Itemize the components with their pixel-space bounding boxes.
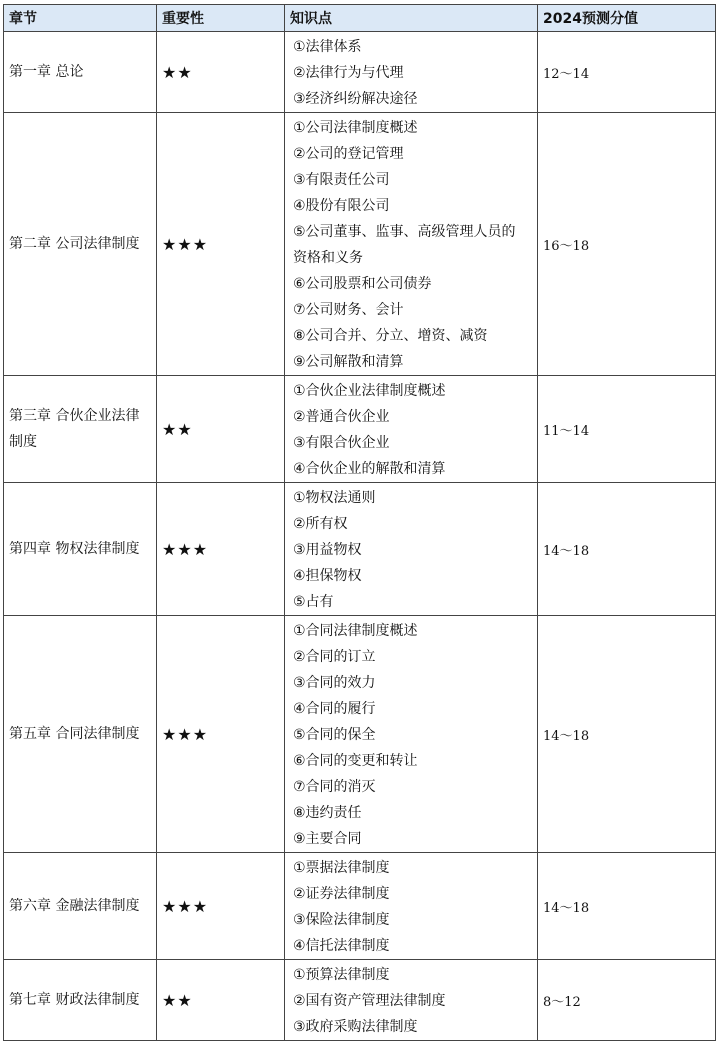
- knowledge-point-item: ③用益物权: [293, 542, 362, 558]
- table-row: [4, 32, 716, 113]
- knowledge-point-item: ③合同的效力: [293, 675, 376, 691]
- knowledge-point-item: ⑧违约责任: [293, 805, 362, 821]
- knowledge-points-cell: [285, 616, 538, 853]
- predicted-score-cell: 14～18: [538, 616, 716, 853]
- knowledge-point-item: ②普通合伙企业: [293, 409, 390, 425]
- knowledge-points-cell: [285, 376, 538, 483]
- knowledge-point-item: ②所有权: [293, 516, 348, 532]
- knowledge-point-item: ③经济纠纷解决途径: [293, 91, 418, 107]
- header-chapter: 章节: [4, 5, 157, 32]
- importance-stars: ★★★: [157, 483, 285, 616]
- knowledge-point-item: ③有限合伙企业: [293, 435, 390, 451]
- knowledge-point-item: ②公司的登记管理: [293, 146, 404, 162]
- knowledge-point-item: ②法律行为与代理: [293, 65, 404, 81]
- knowledge-point-item: ④股份有限公司: [293, 198, 390, 214]
- knowledge-points-cell: [285, 113, 538, 376]
- knowledge-point-item: ②证券法律制度: [293, 886, 390, 902]
- knowledge-point-item: ⑤公司董事、监事、高级管理人员的资格和义务: [293, 224, 516, 266]
- importance-stars: ★★: [157, 376, 285, 483]
- header-importance: 重要性: [157, 5, 285, 32]
- importance-stars: ★★: [157, 32, 285, 113]
- knowledge-point-item: ④合伙企业的解散和清算: [293, 461, 446, 477]
- knowledge-point-item: ⑤合同的保全: [293, 727, 376, 743]
- knowledge-points-cell: [285, 853, 538, 960]
- knowledge-point-item: ②合同的订立: [293, 649, 376, 665]
- predicted-score-cell: 14～18: [538, 853, 716, 960]
- chapter-cell: 第三章 合伙企业法律制度: [4, 376, 157, 483]
- knowledge-point-item: ①票据法律制度: [293, 860, 390, 876]
- knowledge-point-item: ⑤占有: [293, 594, 334, 610]
- knowledge-points-cell: [285, 960, 538, 1041]
- chapter-cell: 第七章 财政法律制度: [4, 960, 157, 1041]
- table-row: [4, 483, 716, 616]
- knowledge-point-item: ⑧公司合并、分立、增资、减资: [293, 328, 488, 344]
- predicted-score-cell: 14～18: [538, 483, 716, 616]
- knowledge-point-item: ①公司法律制度概述: [293, 120, 418, 136]
- chapter-cell: 第一章 总论: [4, 32, 157, 113]
- chapter-cell: 第二章 公司法律制度: [4, 113, 157, 376]
- knowledge-point-item: ①法律体系: [293, 39, 362, 55]
- knowledge-point-item: ①物权法通则: [293, 490, 376, 506]
- header-points: 知识点: [285, 5, 538, 32]
- predicted-score-cell: 16～18: [538, 113, 716, 376]
- knowledge-point-item: ③保险法律制度: [293, 912, 390, 928]
- knowledge-point-item: ③有限责任公司: [293, 172, 390, 188]
- table-row: [4, 376, 716, 483]
- predicted-score-cell: 11～14: [538, 376, 716, 483]
- knowledge-point-item: ⑦公司财务、会计: [293, 302, 404, 318]
- chapter-cell: 第四章 物权法律制度: [4, 483, 157, 616]
- table-row: [4, 616, 716, 853]
- knowledge-point-item: ①合同法律制度概述: [293, 623, 418, 639]
- table-row: [4, 960, 716, 1041]
- importance-stars: ★★★: [157, 853, 285, 960]
- knowledge-point-item: ④合同的履行: [293, 701, 376, 717]
- table-row: [4, 113, 716, 376]
- knowledge-point-item: ⑨主要合同: [293, 831, 362, 847]
- knowledge-point-item: ⑨公司解散和清算: [293, 354, 404, 370]
- knowledge-point-item: ③政府采购法律制度: [293, 1019, 418, 1035]
- table-body: [4, 32, 716, 1041]
- predicted-score-cell: 12～14: [538, 32, 716, 113]
- knowledge-points-cell: [285, 483, 538, 616]
- knowledge-point-item: ④担保物权: [293, 568, 362, 584]
- knowledge-point-item: ①预算法律制度: [293, 967, 390, 983]
- knowledge-point-item: ④信托法律制度: [293, 938, 390, 954]
- knowledge-point-item: ①合伙企业法律制度概述: [293, 383, 446, 399]
- knowledge-point-item: ⑥合同的变更和转让: [293, 753, 418, 769]
- knowledge-point-item: ⑦合同的消灭: [293, 779, 376, 795]
- knowledge-point-item: ⑥公司股票和公司债券: [293, 276, 432, 292]
- header-score: 2024预测分值: [538, 5, 716, 32]
- knowledge-points-cell: [285, 32, 538, 113]
- knowledge-point-item: ②国有资产管理法律制度: [293, 993, 446, 1009]
- importance-stars: ★★★: [157, 113, 285, 376]
- header-row: [4, 5, 716, 32]
- importance-stars: ★★: [157, 960, 285, 1041]
- importance-stars: ★★★: [157, 616, 285, 853]
- exam-forecast-table: [3, 4, 716, 1041]
- chapter-cell: 第五章 合同法律制度: [4, 616, 157, 853]
- chapter-cell: 第六章 金融法律制度: [4, 853, 157, 960]
- predicted-score-cell: 8～12: [538, 960, 716, 1041]
- table-row: [4, 853, 716, 960]
